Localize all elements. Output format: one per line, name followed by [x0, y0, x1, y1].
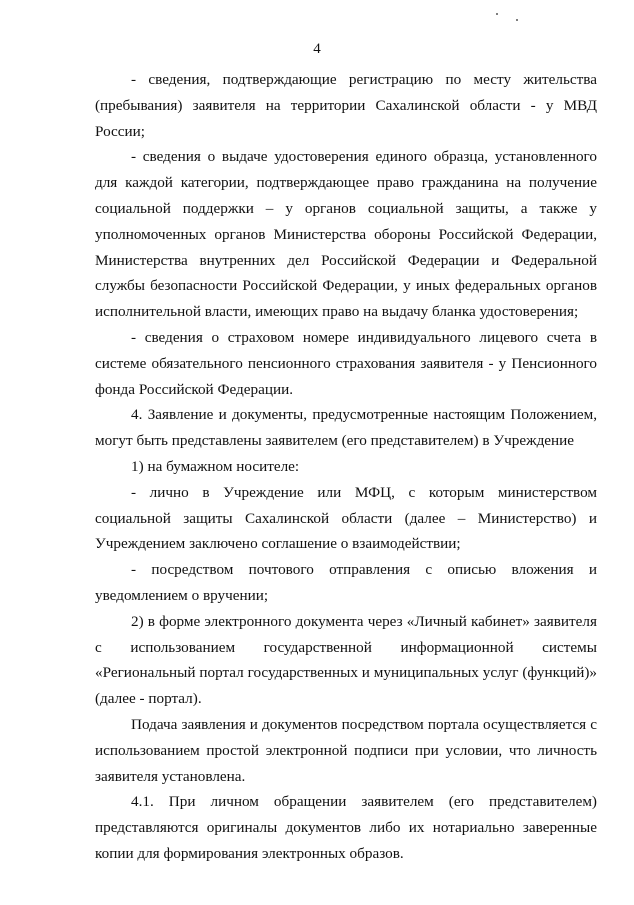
paragraph: - посредством почтового отправления с описью вложения и уведомлением о вручении; — [95, 561, 597, 604]
paragraph: 4.1. При личном обращении заявителем (его представителем) представляются оригиналы документов либо их нотариально заверенные копии для формирования электронных образов. — [95, 793, 597, 862]
paragraph: - сведения, подтверждающие регистрацию по месту жительства (пребывания) заявителя на территории Сахалинской области - у МВД России; — [95, 71, 597, 140]
scan-mark — [496, 13, 498, 15]
paragraph: Подача заявления и документов посредством портала осуществляется с использованием простой электронной подписи при условии, что личность заявителя установлена. — [95, 715, 597, 785]
paragraph: - лично в Учреждение или МФЦ, с которым министерством социальной защиты Сахалинской области (далее – Министерство) и Учреждением заключено соглашение о взаимодействии; — [95, 483, 597, 553]
page-number: 4 — [313, 41, 321, 57]
paragraph: 4. Заявление и документы, предусмотренные настоящим Положением, могут быть представлены заявителем (его представителем) в Учреждение — [95, 406, 597, 450]
document-body — [95, 67, 597, 867]
paragraph: 1) на бумажном носителе: — [131, 457, 300, 475]
paragraph: 2) в форме электронного документа через «Личный кабинет» заявителя с использованием государственной информационной системы «Региональный портал государственных и муниципальных услуг (функций)» (далее - портал). — [95, 612, 597, 708]
paragraph: - сведения о страховом номере индивидуального лицевого счета в системе обязательного пенсионного страхования заявителя - у Пенсионного фонда Российской Федерации. — [95, 328, 597, 398]
paragraph: - сведения о выдаче удостоверения единого образца, установленного для каждой категории, подтверждающее право гражданина на получение социальной поддержки – у органов социальной защиты, а также у уполномоченных органов Министерства обороны Российской Федерации, Министерства внутренних дел Российской Федерации и Федеральной службы безопасности Российской Федерации, у иных федеральных органов исполнительной власти, имеющих право на выдачу бланка удостоверения; — [95, 148, 597, 321]
scan-mark — [516, 19, 518, 21]
